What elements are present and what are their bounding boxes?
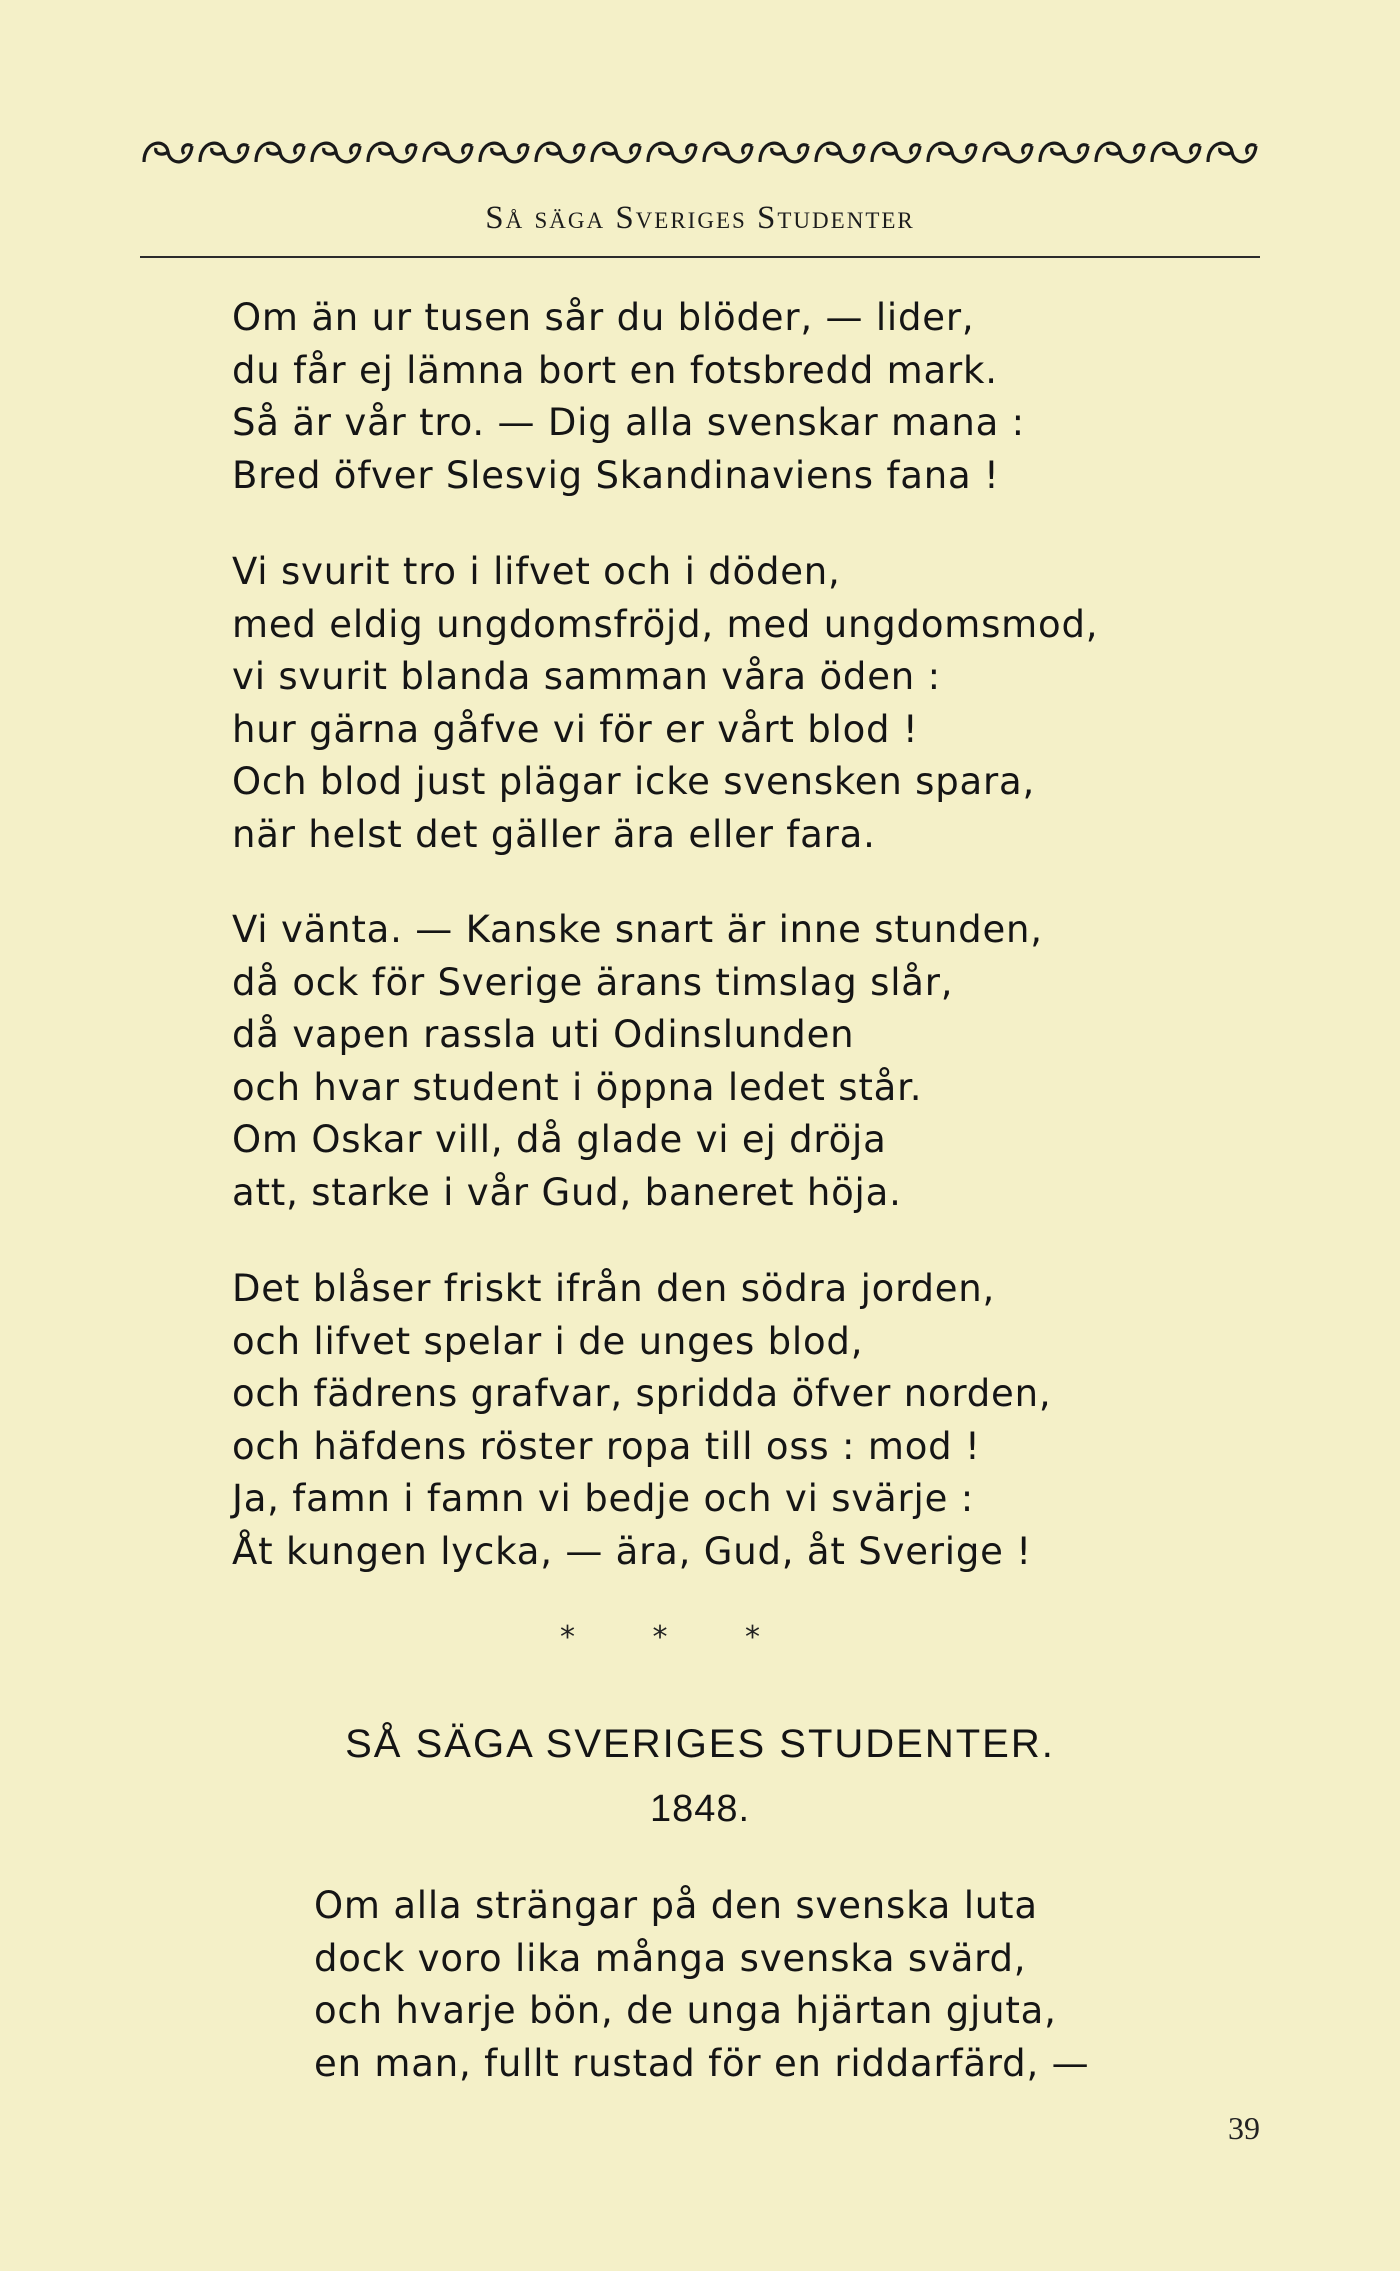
ornament-scroll — [312, 143, 360, 162]
ornament-scroll — [816, 143, 864, 162]
poem-line: och häfdens röster ropa till oss : mod ! — [232, 1424, 981, 1468]
ornament-scroll — [760, 143, 808, 162]
poem-line: och fädrens grafvar, spridda öfver norden, — [232, 1372, 1052, 1415]
ornament-scroll — [200, 143, 248, 162]
poem-line: Om än ur tusen sår du blöder, — lider, — [232, 296, 975, 339]
poem-line: Vi svurit tro i lifvet och i döden, — [232, 550, 841, 593]
ornament-scroll — [368, 143, 416, 162]
ornament-border-icon — [140, 132, 1260, 174]
asterisk: * — [652, 1620, 668, 1655]
asterism-separator — [560, 1620, 760, 1655]
ornament-scroll — [1096, 143, 1144, 162]
poem-line: då vapen rassla uti Odinslunden — [232, 1013, 855, 1056]
poem-line: Om alla strängar på den svenska luta — [314, 1884, 1038, 1927]
poem-line: en man, fullt rustad för en riddarfärd, — — [314, 2041, 1090, 2085]
ornament-scroll — [1040, 143, 1088, 162]
poem-line: och hvarje bön, de unga hjärtan gjuta, — [314, 1989, 1057, 2032]
stanza-1 — [232, 292, 1272, 502]
ornament-scroll — [872, 143, 920, 162]
stanza-5 — [314, 1880, 1354, 2090]
asterisk: * — [560, 1620, 575, 1655]
stanza-4 — [232, 1263, 1272, 1578]
poem-line: du får ej lämna bort en fotsbredd mark. — [232, 348, 998, 392]
poem-line: Vi vänta. — Kanske snart är inne stunden, — [232, 908, 1043, 951]
poem-line: Om Oskar vill, då glade vi ej dröja — [232, 1118, 887, 1161]
ornament-scroll — [424, 143, 472, 162]
poem-line: Och blod just plägar icke svensken spara, — [232, 760, 1036, 803]
ornament-scroll — [592, 143, 640, 162]
ornament-scroll — [144, 143, 192, 162]
running-head: Så säga Sveriges Studenter — [485, 200, 915, 236]
ornament-scroll — [984, 143, 1032, 162]
poem-line: dock voro lika många svenska svärd, — [314, 1936, 1027, 1980]
ornament-scroll — [648, 143, 696, 162]
ornament-scroll — [536, 143, 584, 162]
poem-line: då ock för Sverige ärans timslag slår, — [232, 960, 954, 1004]
poem-line: Det blåser friskt ifrån den södra jorden, — [232, 1267, 996, 1310]
ornament-scroll — [256, 143, 304, 162]
poem-line: när helst det gäller ära eller fara. — [232, 812, 876, 856]
poem-line: Så är vår tro. — Dig alla svenskar mana : — [232, 401, 1025, 444]
section-title: SÅ SÄGA SVERIGES STUDENTER. — [345, 1722, 1055, 1766]
ornament-scroll — [1152, 143, 1200, 162]
stanza-2 — [232, 546, 1272, 861]
poem-line: att, starke i vår Gud, baneret höja. — [232, 1170, 902, 1214]
poem-line: och lifvet spelar i de unges blod, — [232, 1319, 864, 1363]
poem-line: Åt kungen lycka, — ära, Gud, åt Sverige ! — [232, 1529, 1032, 1573]
section-year: 1848. — [649, 1788, 751, 1830]
poem-line: Ja, famn i famn vi bedje och vi svärje : — [232, 1477, 974, 1520]
ornament-scroll — [928, 143, 976, 162]
poem-line: med eldig ungdomsfröjd, med ungdomsmod, — [232, 602, 1099, 646]
ornament-scroll — [480, 143, 528, 162]
stanza-3 — [232, 904, 1272, 1219]
poem-line: hur gärna gåfve vi för er vårt blod ! — [232, 707, 919, 751]
poem-line: vi svurit blanda samman våra öden : — [232, 655, 941, 698]
ornament-scroll — [704, 143, 752, 162]
poem-line: och hvar student i öppna ledet står. — [232, 1065, 923, 1109]
ornament-scroll — [1208, 143, 1256, 162]
header-rule — [140, 256, 1260, 258]
poem-line: Bred öfver Slesvig Skandinaviens fana ! — [232, 453, 1000, 497]
page-number: 39 — [1228, 2110, 1260, 2146]
asterisk: * — [745, 1620, 760, 1655]
